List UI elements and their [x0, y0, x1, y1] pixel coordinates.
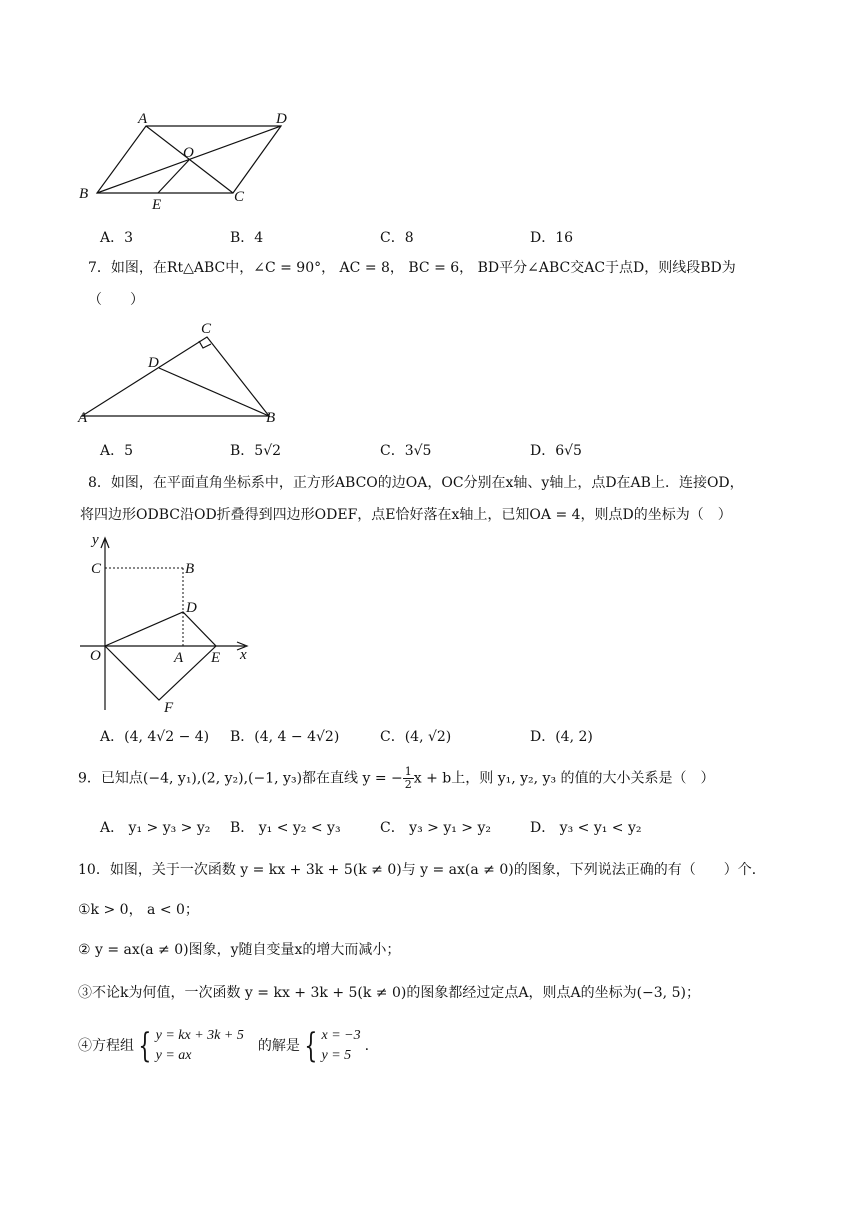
- q10-item4-middle: 的解是: [257, 1038, 300, 1054]
- label-e: E: [211, 650, 221, 666]
- q10-system-1-eq1: y = kx + 3k + 5: [155, 1028, 244, 1043]
- right-angle-mark: [199, 341, 211, 348]
- q7-option-d[interactable]: D．6√5: [530, 443, 582, 459]
- q6-option-c[interactable]: C．8: [380, 230, 414, 246]
- q9-frac-den: 2: [404, 778, 412, 791]
- label-a: A: [174, 650, 184, 666]
- q9-stem: [78, 766, 715, 791]
- q8-option-c[interactable]: C．(4, √2): [380, 729, 452, 745]
- q6-option-a[interactable]: A．3: [100, 230, 134, 246]
- coordinate-figure: [70, 530, 270, 715]
- q8-option-d[interactable]: D．(4, 2): [530, 729, 593, 745]
- label-c: C: [201, 321, 212, 337]
- q7-option-b[interactable]: B．5√2: [230, 443, 282, 459]
- label-b: B: [79, 186, 89, 202]
- q10-item-1: ①k > 0， a < 0；: [78, 902, 199, 918]
- q10-item4-prefix: ④方程组: [78, 1038, 134, 1054]
- q9-option-b[interactable]: B． y₁ < y₂ < y₃: [230, 820, 341, 836]
- quadrilateral-odef: [105, 612, 216, 700]
- q9-stem-before: 9．已知点(−4, y₁),(2, y₂),(−1, y₃)都在直线 y = −: [78, 770, 403, 787]
- label-a: A: [78, 410, 88, 426]
- right-triangle-figure: [70, 318, 290, 428]
- label-b: B: [266, 410, 276, 426]
- q10-item4-end: .: [364, 1038, 370, 1054]
- label-y: y: [92, 532, 99, 548]
- label-x: x: [240, 647, 247, 663]
- q10-system-2-eq1: x = −3: [321, 1028, 361, 1043]
- q10-item-4: [78, 1026, 369, 1066]
- q10-system-1-eq2: y = ax: [155, 1048, 192, 1063]
- left-brace-icon: {: [138, 1026, 152, 1066]
- q6-option-b[interactable]: B．4: [230, 230, 264, 246]
- q9-fraction: [403, 766, 414, 791]
- q8-stem-line2: 将四边形ODBC沿OD折叠得到四边形ODEF，点E恰好落在x轴上，已知OA = 4，则点D的坐标为（ ）: [80, 507, 732, 523]
- parallelogram-figure: [70, 105, 310, 215]
- q7-stem-line2: （ ）: [88, 292, 144, 308]
- q10-system-2-eq2: y = 5: [321, 1048, 352, 1063]
- q9-option-c[interactable]: C． y₃ > y₁ > y₂: [380, 820, 491, 836]
- label-d: D: [148, 355, 159, 371]
- q7-option-c[interactable]: C．3√5: [380, 443, 432, 459]
- label-d: D: [186, 600, 197, 616]
- q8-stem-line1: 8．如图，在平面直角坐标系中，正方形ABCO的边OA，OC分别在x轴、y轴上，点D在AB上．连接OD，: [88, 475, 744, 491]
- label-o: O: [90, 648, 101, 664]
- label-c: C: [91, 561, 102, 577]
- label-b: B: [185, 561, 195, 577]
- q10-system-1: [156, 1026, 244, 1066]
- q10-item-3: ③不论k为何值，一次函数 y = kx + 3k + 5(k ≠ 0)的图象都经过定点A，则点A的坐标为(−3, 5)；: [78, 985, 700, 1001]
- q9-stem-after: x + b上，则 y₁, y₂, y₃ 的值的大小关系是（ ）: [413, 770, 715, 787]
- segment-bd: [159, 368, 269, 416]
- q9-option-d[interactable]: D． y₃ < y₁ < y₂: [530, 820, 642, 836]
- q9-frac-num: 1: [404, 765, 412, 778]
- label-c: C: [234, 189, 245, 205]
- label-e: E: [152, 197, 162, 213]
- q7-stem-line1: 7．如图，在Rt△ABC中，∠C = 90°， AC = 8， BC = 6， BD平分∠ABC交AC于点D，则线段BD为: [88, 260, 736, 276]
- q10-item-2: ② y = ax(a ≠ 0)图象，y随自变量x的增大而减小；: [78, 942, 401, 958]
- q10-system-2: [321, 1026, 360, 1066]
- q9-option-a[interactable]: A． y₁ > y₃ > y₂: [100, 820, 211, 836]
- label-f: F: [164, 700, 174, 716]
- label-a: A: [138, 111, 148, 127]
- q6-option-d[interactable]: D．16: [530, 230, 574, 246]
- q8-option-a[interactable]: A．(4, 4√2 − 4): [100, 729, 210, 745]
- q8-option-b[interactable]: B．(4, 4 − 4√2): [230, 729, 340, 745]
- label-d: D: [276, 111, 287, 127]
- q7-option-a[interactable]: A．5: [100, 443, 134, 459]
- q10-stem: 10．如图，关于一次函数 y = kx + 3k + 5(k ≠ 0)与 y = ax(a ≠ 0)的图象，下列说法正确的有（ ）个．: [78, 862, 766, 878]
- label-o: O: [183, 145, 194, 161]
- left-brace-icon: {: [304, 1026, 318, 1066]
